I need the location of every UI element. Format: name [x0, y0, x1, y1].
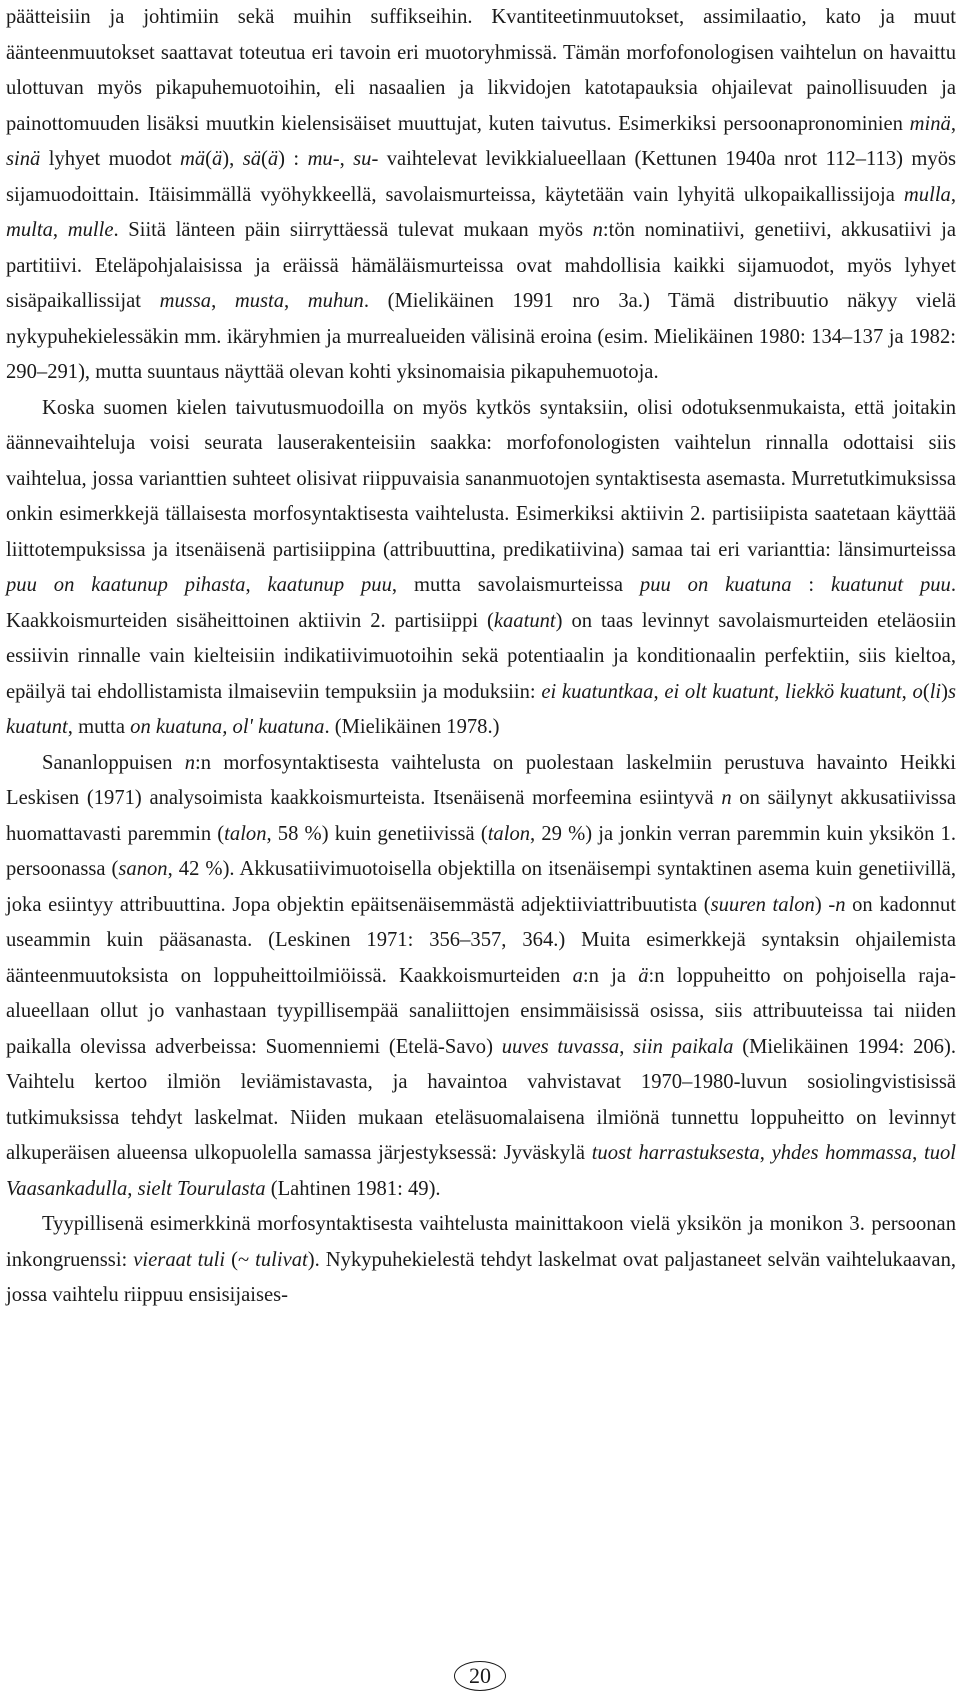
- paragraph-text: ),: [222, 148, 243, 170]
- paragraph-text: ,: [284, 290, 308, 312]
- italic-text: a: [572, 964, 583, 987]
- paragraph-text: . Kaakkoismurteiden sisäheittoinen aktiivin 2. partisiippi (: [6, 574, 957, 632]
- paragraph-text: :n ja: [582, 964, 639, 987]
- document-page: [6, 0, 956, 1314]
- italic-text: minä: [909, 112, 951, 135]
- body-paragraph: [6, 746, 956, 1208]
- paragraph-text: . Siitä länteen päin siirryttäessä tulevat mukaan myös: [113, 219, 593, 241]
- paragraph-text: (~: [225, 1248, 256, 1271]
- page-number-container: [0, 1661, 960, 1691]
- paragraph-text: , 58 %) kuin genetiivissä (: [266, 822, 488, 845]
- paragraph-text: ). Nykypuhekielestä tehdyt laskelmat ovat paljastaneet selvän vaihtelukaavan, jossa vaihtelu riippuu ensisijaises-: [6, 1248, 957, 1306]
- italic-text: musta: [234, 290, 285, 312]
- italic-text: tuol Vaasankadulla: [6, 1142, 957, 1200]
- paragraph-text: ,: [759, 1142, 772, 1164]
- paragraph-text: on kadonnut useammin kuin pääsanasta. (Leskinen 1971: 356–357, 364.) Muita esimerkkejä syntaksin ohjailemista äänteenmuutoksista on loppuheittoilmiöissä. Kaakkoismurteiden: [6, 893, 956, 987]
- italic-text: ei olt kuatunt: [664, 680, 775, 703]
- paragraph-text: , mutta savolaismurteissa: [391, 574, 640, 596]
- paragraph-text: ,: [245, 574, 268, 596]
- paragraph-text: (: [205, 148, 212, 170]
- italic-text: uuves tuvassa: [501, 1035, 620, 1058]
- italic-text: kaatunup puu: [267, 574, 392, 596]
- italic-text: kuatunut puu: [831, 574, 951, 596]
- italic-text: mulla: [903, 183, 951, 206]
- italic-text: liekkö kuatunt: [785, 680, 902, 703]
- italic-text: mä: [179, 148, 206, 170]
- paragraph-text: (: [261, 148, 268, 170]
- paragraph-text: . (Mielikäinen 1978.): [324, 716, 500, 738]
- italic-text: talon: [487, 822, 531, 845]
- paragraph-text: ,: [127, 1177, 138, 1200]
- paragraph-text: ,: [774, 680, 785, 703]
- page-number: 20: [454, 1661, 506, 1691]
- paragraph-text: ,: [950, 112, 956, 135]
- italic-text: n: [184, 751, 196, 774]
- paragraph-text: :n morfosyntaktisesta vaihtelusta on puolestaan laskelmiin perustuva havainto Heikki Leskisen (1971) analysoimista kaakkoismurteista. Itsenäisenä morfeemina esiintyvä: [6, 751, 956, 809]
- italic-text: on kuatuna, ol' kuatuna: [130, 716, 325, 738]
- italic-text: -n: [828, 893, 846, 916]
- body-paragraph: [6, 391, 956, 746]
- paragraph-text: Sananloppuisen: [42, 751, 185, 774]
- paragraph-text: ,: [950, 183, 956, 206]
- paragraph-text: lyhyet muodot: [40, 148, 180, 170]
- paragraph-text: on säilynyt akkusatiivissa huomattavasti paremmin (: [6, 787, 956, 845]
- paragraph-text: ,: [901, 680, 913, 703]
- italic-text: ä: [267, 148, 279, 170]
- italic-text: n: [721, 787, 732, 809]
- paragraph-text: ,: [653, 680, 665, 703]
- italic-text: ei kuatuntkaa: [541, 680, 654, 703]
- italic-text: tulivat: [255, 1248, 308, 1271]
- paragraph-text: ): [941, 680, 948, 703]
- italic-text: vieraat tuli: [133, 1248, 226, 1271]
- paragraph-text: (: [922, 680, 930, 703]
- body-paragraph: [6, 1207, 956, 1314]
- paragraph-text: ) :: [278, 148, 308, 170]
- italic-text: su-: [353, 148, 379, 170]
- italic-text: n: [592, 219, 603, 241]
- paragraph-text: ,: [339, 148, 354, 170]
- paragraph-text: ): [814, 893, 829, 916]
- paragraph-text: , 29 %) ja jonkin verran paremmin kuin yksikön 1. persoonassa (: [6, 822, 956, 880]
- paragraph-text: (Lahtinen 1981: 49).: [265, 1177, 441, 1200]
- italic-text: kaatunt: [493, 609, 556, 632]
- paragraph-text: päätteisiin ja johtimiin sekä muihin suffikseihin. Kvantiteetinmuutokset, assimilaatio, kato ja muut äänteenmuutokset saattavat toteutua eri tavoin eri muotoryhmissä. Tämän morfofonologisen vaihtelun on havaittu ulottuvan myös pikapuhemuotoihin, eli nasaalien ja likvidojen katotapauksia ohjailevat painollisuuden ja painottomuuden lisäksi muutkin kielensisäiset muuttujat, kuten taivutus. Esimerkiksi persoonapronominien: [6, 6, 956, 135]
- italic-text: sielt Tourulasta: [137, 1177, 266, 1200]
- paragraph-text: :tön nominatiivi, genetiivi, akkusatiivi ja partitiivi. Eteläpohjalaisissa ja eräissä hämäläismurteissa ovat mahdollisia kaikki sijamuodot, myös lyhyet sisäpaikallissijat: [6, 219, 957, 312]
- italic-text: mulle: [67, 219, 114, 241]
- paragraph-text: . (Mielikäinen 1991 nro 3a.) Tämä distribuutio näkyy vielä nykypuhekielessäkin mm. ikäryhmien ja murrealueiden välisinä eroina (esim. Mielikäinen 1980: 134–137 ja 1982: 290–291), mutta suuntaus näyttää olevan kohti yksinomaisia pikapuhemuotoja.: [6, 290, 957, 383]
- paragraph-text: :n loppuheitto on pohjoisella raja-alueellaan ollut jo vanhastaan tyypillisempää sanaliittojen ensimmäisissä osissa, siis attribuuteissa tai niiden paikalla olevissa adverbeissa: Suomenniemi (Etelä-Savo): [6, 964, 956, 1058]
- paragraph-text: ,: [211, 290, 235, 312]
- paragraph-text: ) on taas levinnyt savolaismurteiden eteläosiin essiivin rinnalle vain kielteisiin indikatiivimuotoihin sekä potentiaalin ja konditionaalin perfektiin, siis kieltoa, epäilyä tai ehdollistamista ilmaiseviin tempuksiin ja moduksiin:: [6, 609, 956, 703]
- italic-text: sanon: [118, 858, 168, 880]
- paragraph-text: ,: [619, 1035, 634, 1058]
- paragraph-text: vaihtelevat levikkialueellaan (Kettunen 1940a nrot 112–113) myös sijamuodoittain. Itäisimmällä vyöhykkeellä, savolaismurteissa, käytetään vain lyhyitä ulkopaikallissijoja: [6, 148, 957, 206]
- paragraph-text: , 42 %). Akkusatiivimuotoisella objektilla on itsenäisempi syntaktinen asema kuin genetiivillä, joka esiintyy attribuuttina. Jopa objektin epäitsenäisemmästä adjektiiviattribuutista (: [6, 858, 956, 916]
- paragraph-text: , mutta: [67, 716, 131, 738]
- italic-text: ä: [638, 964, 649, 987]
- italic-text: mussa: [159, 290, 212, 312]
- italic-text: siin paikala: [633, 1035, 734, 1058]
- italic-text: sä: [242, 148, 262, 170]
- body-paragraph: [6, 0, 956, 391]
- italic-text: mu-: [307, 148, 340, 170]
- paragraph-text: Koska suomen kielen taivutusmuodoilla on myös kytkös syntaksiin, olisi odotuksenmukaista, että joitakin äännevaihteluja voisi seurata lauserakenteisiin saakka: morfofonologisten vaihtelun rinnalla odottaisi siis vaihtelua, jossa varianttien suhteet olisivat riippuvaisia sananmuotojen syntaktisesta asemasta. Murretutkimuksissa onkin esimerkkejä tällaisesta morfosyntaktisesta vaihtelusta. Esimerkiksi aktiivin 2. partisiipista saatetaan käyttää liittotempuksissa ja itsenäisenä partisiippina (attribuuttina, predikatiivina) samaa tai eri varianttia: länsimurteissa: [6, 396, 956, 561]
- italic-text: puu on kaatunup pihasta: [6, 574, 246, 596]
- italic-text: talon: [224, 822, 267, 845]
- italic-text: yhdes hommassa: [771, 1142, 913, 1164]
- italic-text: tuost harrastuksesta: [591, 1142, 760, 1164]
- italic-text: muhun: [307, 290, 364, 312]
- italic-text: multa: [6, 219, 53, 241]
- italic-text: suuren talon: [710, 893, 815, 916]
- italic-text: puu on kuatuna: [639, 574, 792, 596]
- paragraph-text: ,: [52, 219, 68, 241]
- italic-text: s kuatunt: [6, 680, 957, 738]
- paragraph-text: ,: [912, 1142, 924, 1164]
- paragraph-text: (Mielikäinen 1994: 206). Vaihtelu kertoo ilmiön leviämistavasta, ja havaintoa vahvistavat 1970–1980-luvun sosiolingvistisissä tutkimuksissa tehdyt laskelmat. Niiden mukaan eteläsuomalaisena ilmiönä tunnettu loppuheitto on levinnyt alkuperäisen alueensa ulkopuolella samassa järjestyksessä: Jyväskylä: [6, 1035, 956, 1164]
- italic-text: ä: [211, 148, 223, 170]
- italic-text: sinä: [6, 148, 41, 170]
- paragraph-text: Tyypillisenä esimerkkinä morfosyntaktisesta vaihtelusta mainittakoon vielä yksikön ja monikon 3. persoonan inkongruenssi:: [6, 1213, 956, 1271]
- italic-text: li: [929, 680, 942, 703]
- italic-text: o: [912, 680, 923, 703]
- paragraph-text: :: [791, 574, 831, 596]
